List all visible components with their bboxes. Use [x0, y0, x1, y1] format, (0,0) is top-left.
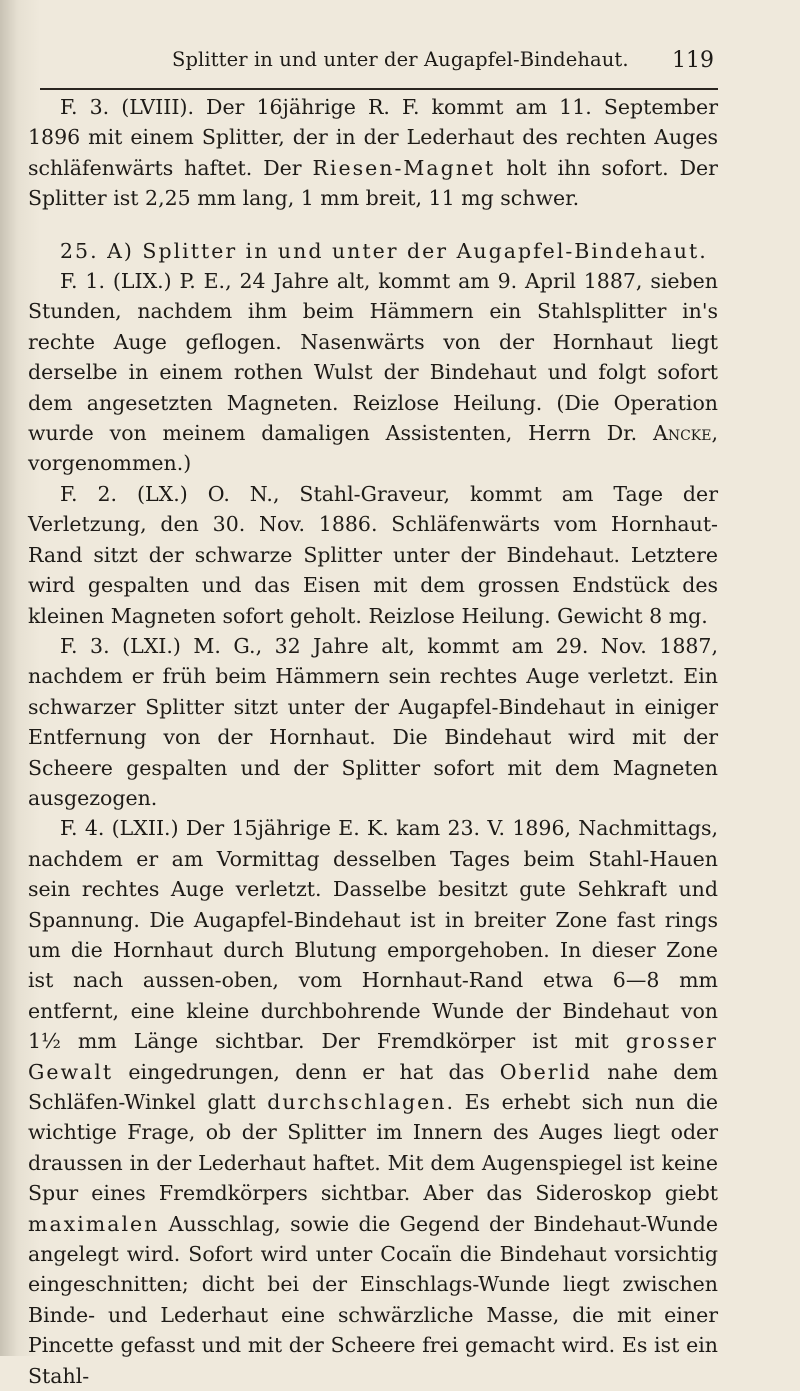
case-paragraph — [28, 266, 718, 479]
spaced-text: Oberlid — [499, 1059, 592, 1084]
text-run: F. 3. (LVIII). Der 16jährige R. F. kommt am 11. September 1896 mit einem Splitter, der in der Lederhaut des rechten Auges schläfenwärts haftet. Der — [28, 95, 718, 180]
case-paragraph: F. 2. (LX.) O. N., Stahl-Graveur, kommt am Tage der Verletzung, den 30. Nov. 1886. Schläfenwärts vom Hornhaut-Rand sitzt der schwarze Splitter unter der Bindehaut. Letztere wird gespalten und das Eisen mit dem grossen Endstück des kleinen Magneten sofort geholt. Reizlose Heilung. Gewicht 8 mg. — [28, 481, 718, 628]
page-header — [0, 48, 800, 88]
text-run: nahe dem Schläfen-Winkel glatt — [28, 1059, 718, 1114]
case-paragraph — [28, 92, 718, 214]
small-caps-name: Ancke — [653, 421, 712, 446]
text-run: . Es erhebt sich nun die wichtige Frage, ob der Splitter im Innern des Auges liegt oder draussen in der Lederhaut haftet. Mit dem Augenspiegel ist keine Spur eines Fremdkörpers sichtbar. Aber das Sideroskop giebt — [28, 1090, 718, 1206]
page-body — [28, 92, 718, 1391]
page-number: 119 — [672, 48, 714, 73]
spaced-text: maximalen — [28, 1211, 160, 1236]
header-rule — [40, 88, 718, 90]
spaced-text: durchschlagen — [267, 1090, 447, 1114]
spaced-text: Riesen-Magnet — [312, 155, 496, 180]
case-paragraph: F. 3. (LXI.) M. G., 32 Jahre alt, kommt am 29. Nov. 1887, nachdem er früh beim Hämmern sein rechtes Auge verletzt. Ein schwarzer Splitter sitzt unter der Augapfel-Bindehaut in einiger Entfernung von der Hornhaut. Die Bindehaut wird mit der Scheere gespalten und der Splitter sofort mit dem Magneten ausgezogen. — [28, 633, 718, 810]
text-run: eingedrungen, denn er hat das — [113, 1059, 500, 1084]
section-heading — [28, 236, 718, 266]
spaced-text: grosser Gewalt — [28, 1029, 718, 1084]
text-run: F. 4. (LXII.) Der 15jährige E. K. kam 23. V. 1896, Nachmittags, nachdem er am Vormittag desselben Tages beim Stahl-Hauen sein rechtes Auge verletzt. Dasselbe besitzt gute Sehkraft und Spannung. Die Augapfel-Bindehaut ist in breiter Zone fast rings um die Hornhaut durch Blutung emporgehoben. In dieser Zone ist nach aussen-oben, vom Hornhaut-Rand etwa 6—8 mm entfernt, eine kleine durchbohrende Wunde der Bindehaut von 1½ mm Länge sichtbar. Der Fremdkörper ist mit — [28, 816, 718, 1054]
running-head: Splitter in und unter der Augapfel-Bindehaut. — [172, 48, 629, 71]
section-heading-text: 25. A) Splitter in und unter der Augapfel-Bindehaut. — [60, 238, 708, 263]
case-paragraph — [28, 813, 718, 1391]
text-run: F. 1. (LIX.) P. E., 24 Jahre alt, kommt am 9. April 1887, sieben Stunden, nachdem ihm beim Hämmern ein Stahlsplitter in's rechte Auge geflogen. Nasenwärts von der Hornhaut liegt derselbe in einem rothen Wulst der Bindehaut und folgt sofort dem angesetzten Magneten. Reizlose Heilung. (Die Operation wurde von meinem damaligen Assistenten, Herrn Dr. — [28, 269, 718, 446]
text-run: holt ihn sofort. Der Splitter ist 2,25 mm lang, 1 mm breit, 11 mg schwer. — [28, 155, 718, 211]
text-run: Ausschlag, sowie die Gegend der Bindehaut-Wunde angelegt wird. Sofort wird unter Cocaïn die Bindehaut vorsichtig eingeschnitten; dicht bei der Einschlags-Wunde liegt zwischen Binde- und Lederhaut eine schwärzliche Masse, die mit einer Pincette gefasst und mit der Scheere frei gemacht wird. Es ist ein Stahl- — [28, 1211, 718, 1388]
text-run: , vorgenommen.) — [28, 421, 718, 476]
